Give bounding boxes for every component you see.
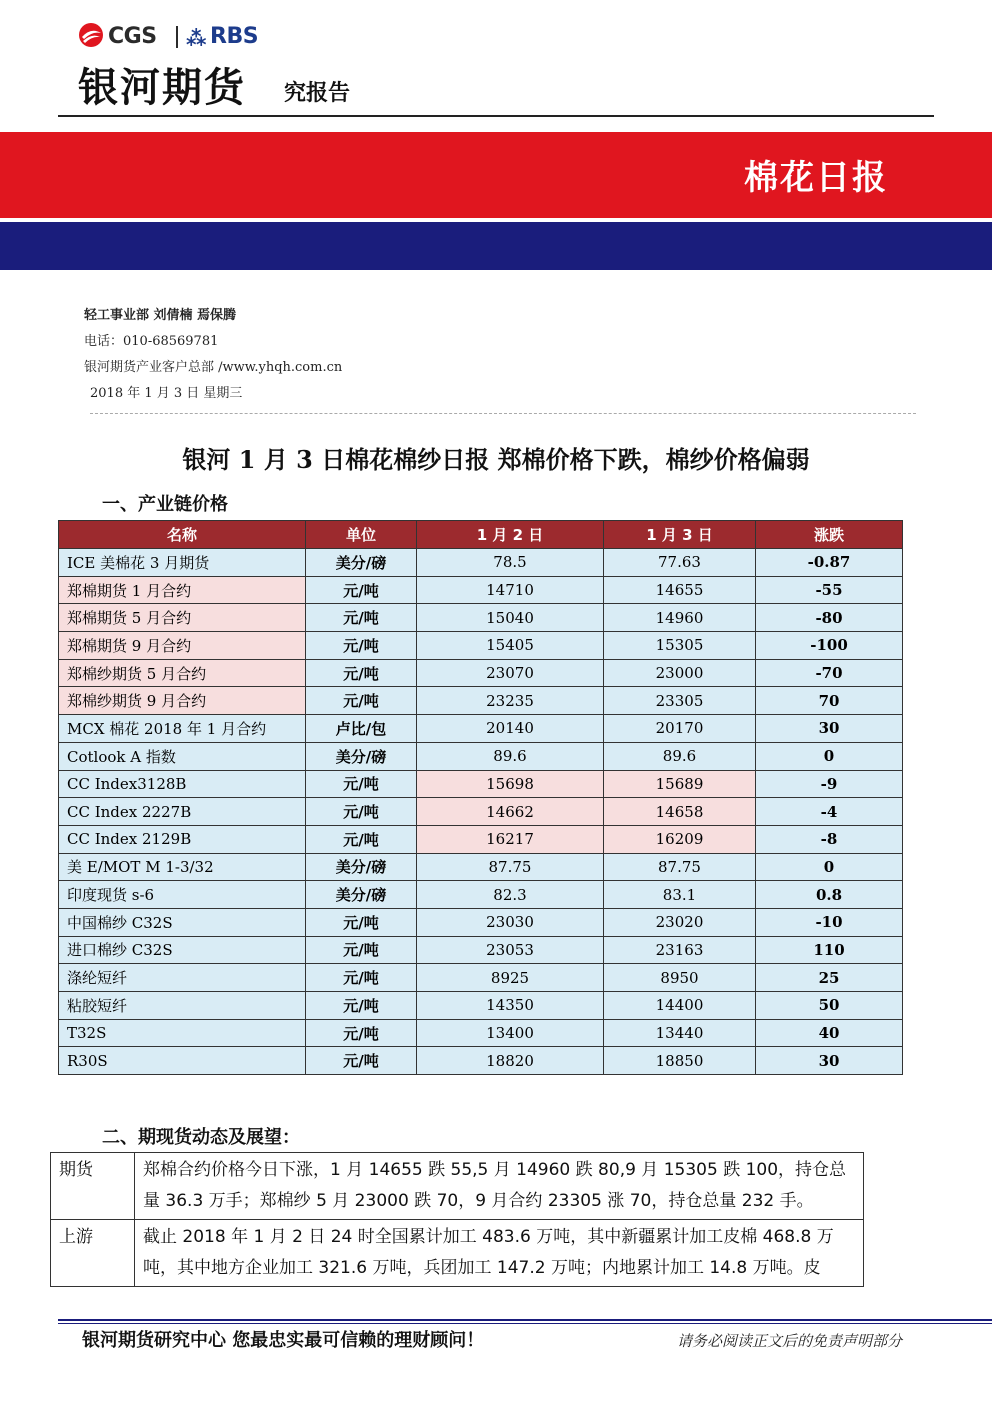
- outlook-label: 上游: [51, 1220, 135, 1287]
- cell-change-value: 30: [756, 715, 903, 743]
- table-row: [59, 825, 903, 853]
- cell-date1-value: 14350: [417, 992, 604, 1020]
- cell-name: 涤纶短纤: [59, 964, 306, 992]
- cell-date1-value: 78.5: [417, 549, 604, 577]
- cell-change-value: 30: [756, 1047, 903, 1075]
- cgs-logo-icon: [78, 22, 104, 48]
- table-row: [59, 604, 903, 632]
- cell-date2-value: 16209: [604, 825, 756, 853]
- cell-date1-value: 23070: [417, 659, 604, 687]
- outlook-row: [51, 1220, 864, 1287]
- cell-change-value: -0.87: [756, 549, 903, 577]
- table-body: [59, 549, 903, 1075]
- price-table: [58, 520, 903, 1075]
- cell-change-value: -8: [756, 825, 903, 853]
- table-header-row: [59, 521, 903, 549]
- company-logo: [78, 18, 378, 114]
- cell-unit: 美分/磅: [306, 742, 417, 770]
- cell-date2-value: 87.75: [604, 853, 756, 881]
- author-line: 轻工事业部 刘倩楠 焉保腾: [84, 308, 237, 323]
- column-header-name: 名称: [59, 521, 306, 549]
- cell-date1-value: 89.6: [417, 742, 604, 770]
- cell-name: ICE 美棉花 3 月期货: [59, 549, 306, 577]
- cell-unit: 元/吨: [306, 576, 417, 604]
- cell-change-value: 50: [756, 992, 903, 1020]
- cell-unit: 元/吨: [306, 936, 417, 964]
- cell-date1-value: 14710: [417, 576, 604, 604]
- table-row: [59, 742, 903, 770]
- cell-change-value: -10: [756, 908, 903, 936]
- cell-unit: 美分/磅: [306, 881, 417, 909]
- cell-change-value: -4: [756, 798, 903, 826]
- cell-date1-value: 16217: [417, 825, 604, 853]
- footer-disclaimer: 请务必阅读正文后的免责声明部分: [676, 1332, 902, 1350]
- cell-name: 郑棉纱期货 5 月合约: [59, 659, 306, 687]
- column-header-change: 涨跌: [756, 521, 903, 549]
- report-title: 棉花日报: [744, 158, 888, 198]
- cell-name: 印度现货 s-6: [59, 881, 306, 909]
- logo-cgs-text: CGS: [108, 24, 157, 49]
- cell-name: R30S: [59, 1047, 306, 1075]
- table-row: [59, 1047, 903, 1075]
- cell-name: CC Index3128B: [59, 770, 306, 798]
- outlook-row: [51, 1153, 864, 1220]
- cell-date1-value: 14662: [417, 798, 604, 826]
- section-heading-outlook: 二、期现货动态及展望：: [102, 1127, 300, 1148]
- cell-date2-value: 89.6: [604, 742, 756, 770]
- cell-unit: 元/吨: [306, 632, 417, 660]
- cell-date1-value: 15405: [417, 632, 604, 660]
- cell-date1-value: 20140: [417, 715, 604, 743]
- cell-date2-value: 14655: [604, 576, 756, 604]
- outlook-text: 郑棉合约价格今日下涨，1 月 14655 跌 55,5 月 14960 跌 80,9 月 15305 跌 100，持仓总量 36.3 万手；郑棉纱 5 月 23000 跌 70，9 月合约 23305 涨 70，持仓总量 232 手。: [135, 1153, 864, 1220]
- cell-name: 粘胶短纤: [59, 992, 306, 1020]
- cell-unit: 元/吨: [306, 908, 417, 936]
- cell-name: 郑棉期货 5 月合约: [59, 604, 306, 632]
- cell-unit: 元/吨: [306, 770, 417, 798]
- cell-date1-value: 87.75: [417, 853, 604, 881]
- cell-name: 郑棉期货 9 月合约: [59, 632, 306, 660]
- table-row: [59, 798, 903, 826]
- logo-divider: [176, 26, 178, 48]
- logo-rbs-text: RBS: [210, 24, 259, 49]
- cell-date1-value: 23235: [417, 687, 604, 715]
- cell-name: 中国棉纱 C32S: [59, 908, 306, 936]
- company-name: 银河期货: [78, 65, 246, 111]
- cell-unit: 卢比/包: [306, 715, 417, 743]
- cell-change-value: -80: [756, 604, 903, 632]
- table-row: [59, 881, 903, 909]
- cell-date1-value: 23053: [417, 936, 604, 964]
- cell-name: MCX 棉花 2018 年 1 月合约: [59, 715, 306, 743]
- table-row: [59, 1019, 903, 1047]
- cell-name: Cotlook A 指数: [59, 742, 306, 770]
- cell-date1-value: 8925: [417, 964, 604, 992]
- outlook-table: [50, 1152, 864, 1287]
- cell-date1-value: 13400: [417, 1019, 604, 1047]
- footer-divider-thin: [58, 1323, 992, 1324]
- meta-divider: [90, 413, 916, 414]
- cell-date2-value: 18850: [604, 1047, 756, 1075]
- cell-date2-value: 23020: [604, 908, 756, 936]
- cell-unit: 元/吨: [306, 798, 417, 826]
- cell-unit: 元/吨: [306, 687, 417, 715]
- website-line: 银河期货产业客户总部 /www.yhqh.com.cn: [84, 360, 343, 375]
- cell-change-value: -55: [756, 576, 903, 604]
- table-row: [59, 936, 903, 964]
- outlook-container: [50, 1152, 864, 1298]
- cell-date2-value: 14400: [604, 992, 756, 1020]
- table-row: [59, 715, 903, 743]
- phone-line: 电话：010-68569781: [84, 334, 219, 349]
- cell-unit: 元/吨: [306, 1019, 417, 1047]
- cell-date1-value: 15698: [417, 770, 604, 798]
- table-row: [59, 964, 903, 992]
- cell-unit: 美分/磅: [306, 549, 417, 577]
- cell-date2-value: 23000: [604, 659, 756, 687]
- table-row: [59, 853, 903, 881]
- outlook-label: 期货: [51, 1153, 135, 1220]
- cell-change-value: 25: [756, 964, 903, 992]
- banner-stripe: [0, 222, 992, 270]
- report-type-label: 究报告: [284, 81, 351, 106]
- section-heading-prices: 一、产业链价格: [102, 494, 228, 515]
- table-row: [59, 687, 903, 715]
- page-title: 银河 1 月 3 日棉花棉纱日报 郑棉价格下跌，棉纱价格偏弱: [182, 445, 810, 474]
- cell-unit: 元/吨: [306, 1047, 417, 1075]
- cell-change-value: 0: [756, 742, 903, 770]
- cell-name: CC Index 2129B: [59, 825, 306, 853]
- cell-name: 进口棉纱 C32S: [59, 936, 306, 964]
- title-banner: [0, 132, 992, 218]
- footer-slogan: 银河期货研究中心 您最忠实最可信赖的理财顾问！: [82, 1330, 485, 1351]
- cell-date2-value: 83.1: [604, 881, 756, 909]
- cell-name: 美 E/MOT M 1-3/32: [59, 853, 306, 881]
- cell-date1-value: 82.3: [417, 881, 604, 909]
- table-row: [59, 549, 903, 577]
- cell-change-value: -70: [756, 659, 903, 687]
- cell-name: 郑棉期货 1 月合约: [59, 576, 306, 604]
- cell-unit: 元/吨: [306, 964, 417, 992]
- table-row: [59, 632, 903, 660]
- cell-unit: 元/吨: [306, 659, 417, 687]
- cell-unit: 美分/磅: [306, 853, 417, 881]
- cell-date2-value: 14960: [604, 604, 756, 632]
- cell-change-value: 110: [756, 936, 903, 964]
- cell-unit: 元/吨: [306, 825, 417, 853]
- column-header-unit: 单位: [306, 521, 417, 549]
- cell-date1-value: 23030: [417, 908, 604, 936]
- cell-date1-value: 18820: [417, 1047, 604, 1075]
- cell-change-value: -9: [756, 770, 903, 798]
- cell-name: T32S: [59, 1019, 306, 1047]
- header-divider: [58, 115, 934, 117]
- cell-name: 郑棉纱期货 9 月合约: [59, 687, 306, 715]
- cell-unit: 元/吨: [306, 992, 417, 1020]
- table-row: [59, 576, 903, 604]
- cell-date2-value: 23305: [604, 687, 756, 715]
- cell-date2-value: 20170: [604, 715, 756, 743]
- cell-date2-value: 8950: [604, 964, 756, 992]
- cell-unit: 元/吨: [306, 604, 417, 632]
- table-row: [59, 992, 903, 1020]
- table-row: [59, 908, 903, 936]
- outlook-text: 截止 2018 年 1 月 2 日 24 时全国累计加工 483.6 万吨，其中新疆累计加工皮棉 468.8 万吨，其中地方企业加工 321.6 万吨，兵团加工 147.2 万吨；内地累计加工 14.8 万吨。皮: [135, 1220, 864, 1287]
- cell-change-value: 0: [756, 853, 903, 881]
- cell-date2-value: 23163: [604, 936, 756, 964]
- column-header-date1: 1 月 2 日: [417, 521, 604, 549]
- footer-divider: [58, 1319, 992, 1321]
- cell-date2-value: 77.63: [604, 549, 756, 577]
- cell-date2-value: 13440: [604, 1019, 756, 1047]
- column-header-date2: 1 月 3 日: [604, 521, 756, 549]
- cell-change-value: -100: [756, 632, 903, 660]
- cell-change-value: 40: [756, 1019, 903, 1047]
- cell-date2-value: 15305: [604, 632, 756, 660]
- cell-change-value: 0.8: [756, 881, 903, 909]
- table-row: [59, 770, 903, 798]
- cell-date1-value: 15040: [417, 604, 604, 632]
- cell-change-value: 70: [756, 687, 903, 715]
- table-row: [59, 659, 903, 687]
- cell-date2-value: 14658: [604, 798, 756, 826]
- cell-name: CC Index 2227B: [59, 798, 306, 826]
- cell-date2-value: 15689: [604, 770, 756, 798]
- date-line: 2018 年 1 月 3 日 星期三: [90, 386, 243, 401]
- rbs-daisy-icon: ⁂: [186, 26, 207, 50]
